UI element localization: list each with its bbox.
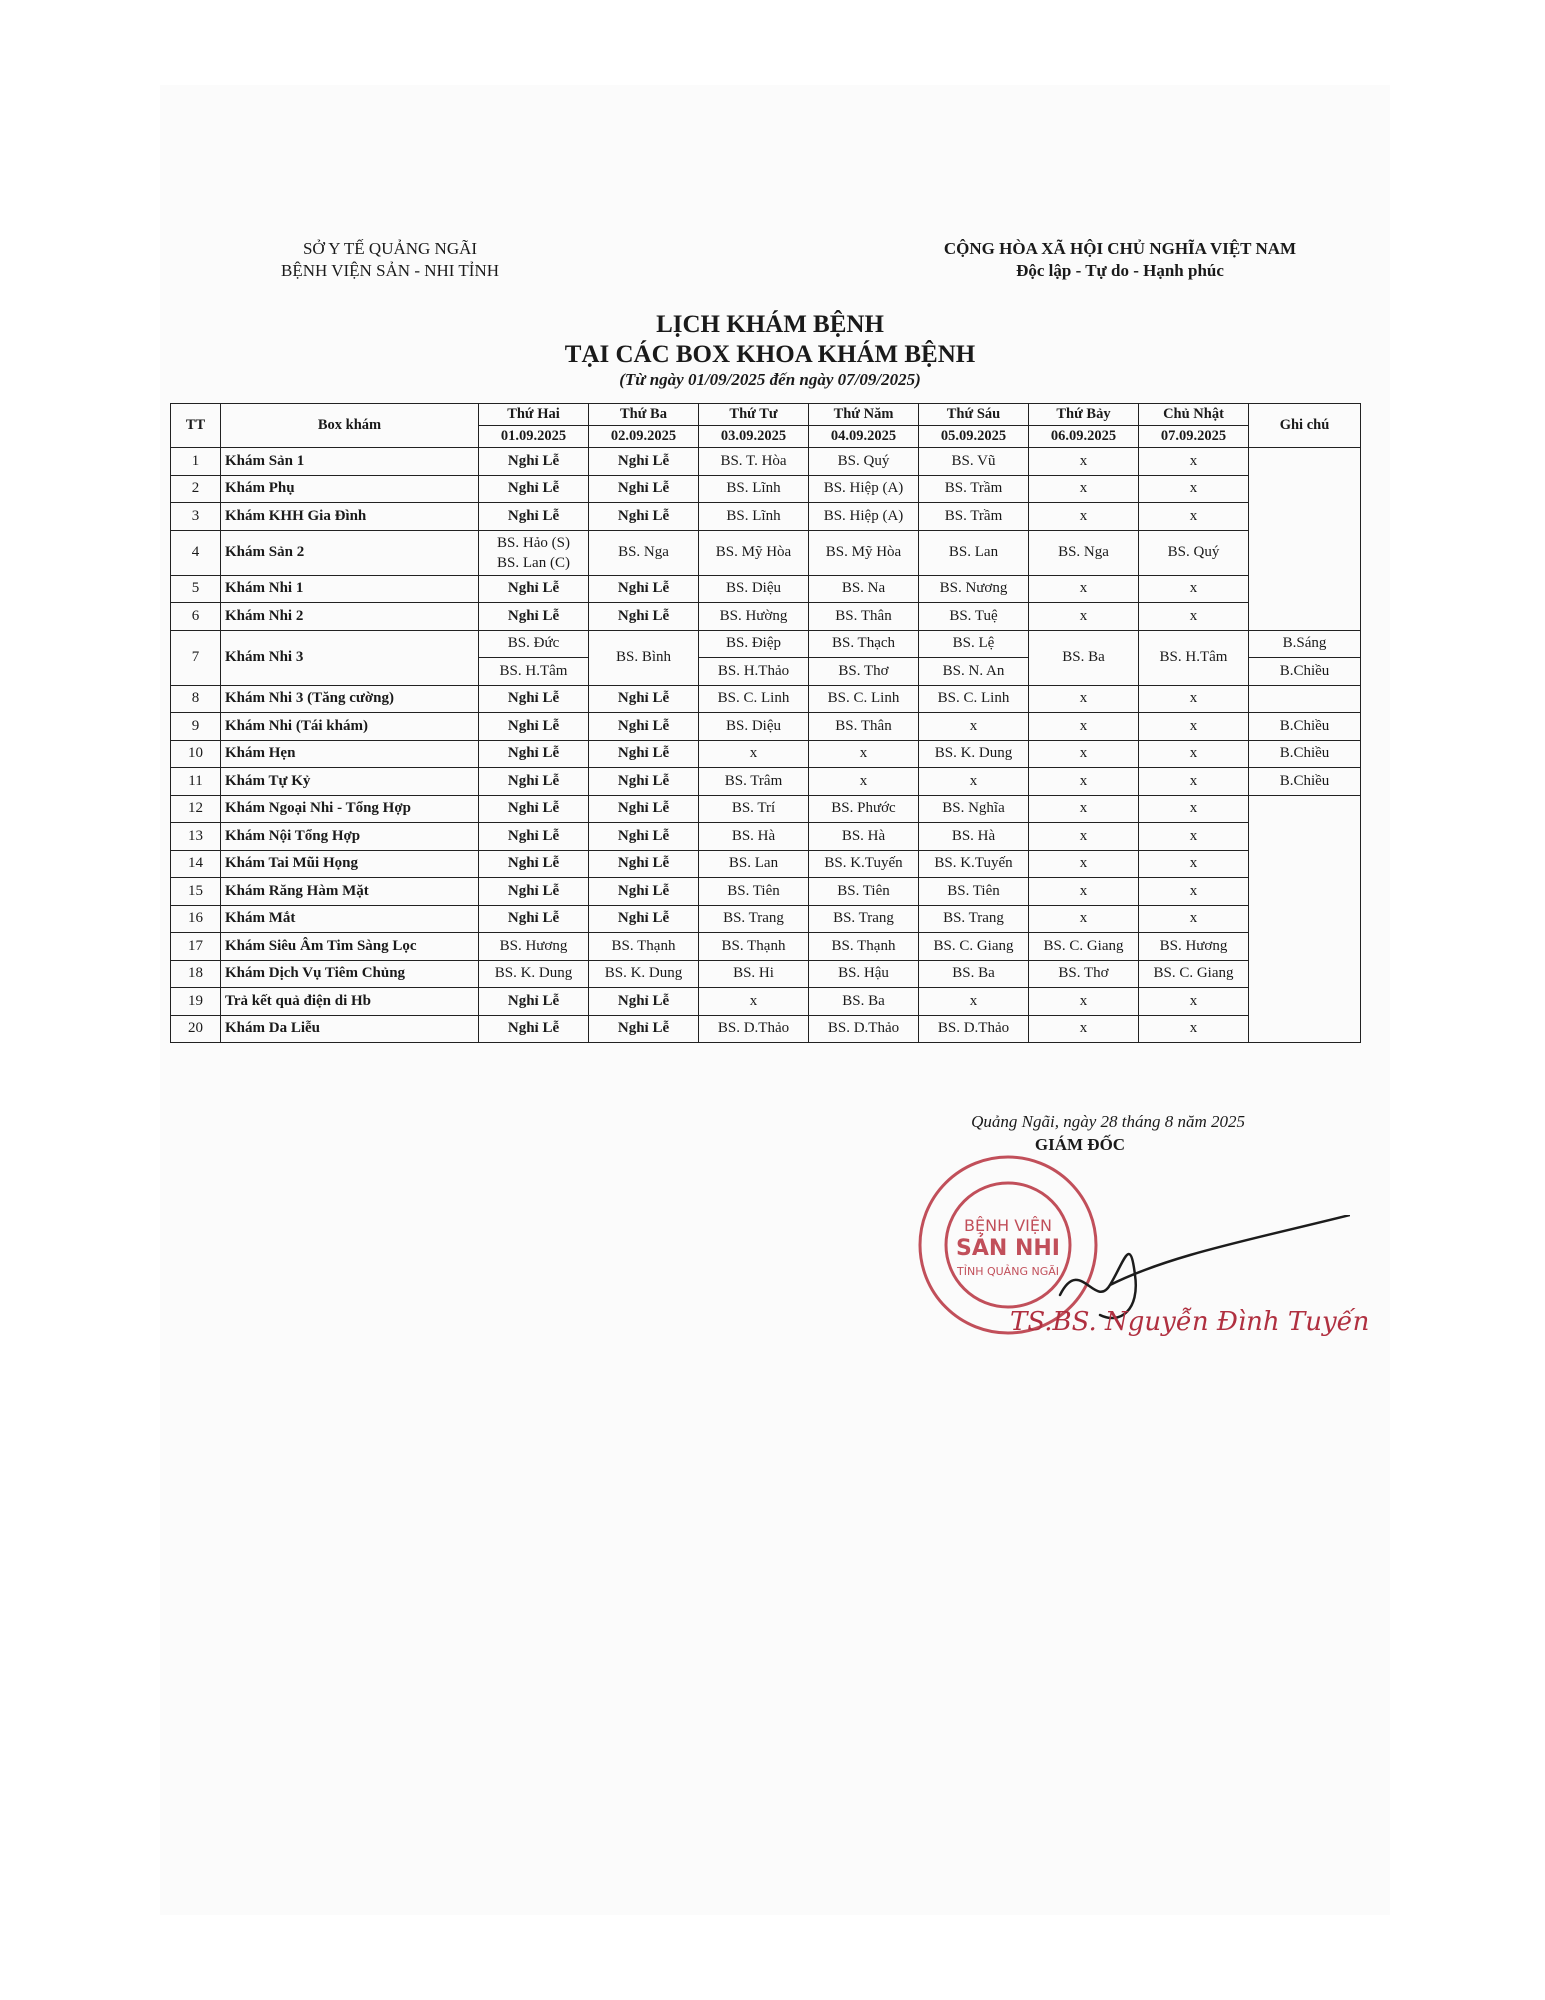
table-cell: BS. Diệu	[699, 713, 809, 741]
row-number: 12	[171, 795, 221, 823]
note-cell	[1249, 685, 1361, 713]
box-name: Khám Ngoại Nhi - Tổng Hợp	[221, 795, 479, 823]
table-cell: BS. Lan	[919, 530, 1029, 575]
table-cell: BS. Thạnh	[589, 933, 699, 961]
row-number: 1	[171, 448, 221, 476]
table-cell: x	[1029, 448, 1139, 476]
table-cell: BS. C. Giang	[919, 933, 1029, 961]
table-cell: BS. Ba	[919, 960, 1029, 988]
box-name: Khám Sản 1	[221, 448, 479, 476]
table-cell: Nghỉ Lễ	[479, 850, 589, 878]
table-cell: BS. Mỹ Hòa	[699, 530, 809, 575]
table-cell: BS. Điệp	[699, 630, 809, 658]
row-number: 15	[171, 878, 221, 906]
table-cell: Nghỉ Lễ	[589, 988, 699, 1016]
table-cell: BS. Thạch	[809, 630, 919, 658]
table-cell: BS. Trâm	[699, 768, 809, 796]
table-row	[171, 713, 1361, 741]
box-name: Khám Siêu Âm Tim Sàng Lọc	[221, 933, 479, 961]
table-cell: x	[1029, 1015, 1139, 1043]
header-date: 06.09.2025	[1029, 426, 1139, 448]
table-cell: Nghỉ Lễ	[589, 448, 699, 476]
row-number: 20	[171, 1015, 221, 1043]
table-cell: BS. Lĩnh	[699, 503, 809, 531]
table-cell: BS. H.Thảo	[699, 658, 809, 686]
table-cell: x	[1029, 988, 1139, 1016]
table-cell: BS. K.Tuyến	[919, 850, 1029, 878]
table-cell: Nghỉ Lễ	[589, 768, 699, 796]
table-cell: x	[1029, 503, 1139, 531]
table-cell: x	[1029, 603, 1139, 631]
table-cell: BS. K. Dung	[479, 960, 589, 988]
table-cell: Nghỉ Lễ	[589, 603, 699, 631]
table-cell: x	[1139, 1015, 1249, 1043]
country-name: CỘNG HÒA XÃ HỘI CHỦ NGHĨA VIỆT NAM	[943, 239, 1297, 258]
table-cell: Nghỉ Lễ	[589, 850, 699, 878]
row-number: 5	[171, 575, 221, 603]
table-cell: x	[1029, 575, 1139, 603]
table-cell: Nghỉ Lễ	[589, 905, 699, 933]
table-cell: Nghỉ Lễ	[479, 905, 589, 933]
table-row	[171, 530, 1361, 575]
table-cell: Nghỉ Lễ	[479, 575, 589, 603]
box-name: Trả kết quả điện di Hb	[221, 988, 479, 1016]
table-cell: BS. Quý	[1139, 530, 1249, 575]
table-cell: Nghỉ Lễ	[589, 1015, 699, 1043]
header-day: Thứ Ba	[589, 404, 699, 426]
table-cell: x	[1139, 740, 1249, 768]
row-number: 19	[171, 988, 221, 1016]
table-cell: BS. Hậu	[809, 960, 919, 988]
table-cell: BS. Thạnh	[809, 933, 919, 961]
box-name: Khám Phụ	[221, 475, 479, 503]
agency-parent: SỞ Y TẾ QUẢNG NGÃI	[302, 239, 478, 258]
table-cell: BS. Tiên	[809, 878, 919, 906]
header-box: Box khám	[221, 404, 479, 448]
table-cell: x	[1139, 685, 1249, 713]
table-cell: BS. C. Giang	[1029, 933, 1139, 961]
table-cell: BS. K.Tuyến	[809, 850, 919, 878]
table-cell: x	[699, 988, 809, 1016]
table-cell: Nghỉ Lễ	[479, 448, 589, 476]
table-cell: BS. Hà	[919, 823, 1029, 851]
header-date: 04.09.2025	[809, 426, 919, 448]
box-name: Khám Dịch Vụ Tiêm Chủng	[221, 960, 479, 988]
row-number: 14	[171, 850, 221, 878]
table-cell: BS. D.Thảo	[809, 1015, 919, 1043]
table-cell: BS. C. Linh	[919, 685, 1029, 713]
table-cell: BS. Tiên	[699, 878, 809, 906]
table-cell: x	[1029, 713, 1139, 741]
box-name: Khám KHH Gia Đình	[221, 503, 479, 531]
header-note: Ghi chú	[1249, 404, 1361, 448]
document-title	[400, 310, 1140, 390]
table-cell: BS. Hương	[479, 933, 589, 961]
table-cell: BS. Hiệp (A)	[809, 503, 919, 531]
table-cell: BS. Na	[809, 575, 919, 603]
box-name: Khám Tai Mũi Họng	[221, 850, 479, 878]
header-day: Thứ Năm	[809, 404, 919, 426]
table-cell: BS. Thân	[809, 713, 919, 741]
table-cell: x	[1139, 575, 1249, 603]
table-cell: Nghỉ Lễ	[479, 475, 589, 503]
table-cell: x	[919, 713, 1029, 741]
signer-position: GIÁM ĐỐC	[1034, 1135, 1126, 1154]
row-number: 2	[171, 475, 221, 503]
box-name: Khám Nhi 1	[221, 575, 479, 603]
table-cell: x	[1029, 475, 1139, 503]
table-cell: BS. Hi	[699, 960, 809, 988]
table-cell: BS. Nương	[919, 575, 1029, 603]
table-cell: Nghỉ Lễ	[589, 740, 699, 768]
table-cell: BS. Trang	[809, 905, 919, 933]
row-number: 7	[171, 630, 221, 685]
header-day: Chủ Nhật	[1139, 404, 1249, 426]
table-cell: x	[1029, 740, 1139, 768]
table-cell: BS. Hường	[699, 603, 809, 631]
header-date: 01.09.2025	[479, 426, 589, 448]
table-cell: BS. Nga	[1029, 530, 1139, 575]
signer-name: TS.BS. Nguyễn Đình Tuyến	[1010, 1307, 1370, 1337]
table-cell: BS. Ba	[1029, 630, 1139, 685]
table-cell: BS. Vũ	[919, 448, 1029, 476]
table-cell: Nghỉ Lễ	[589, 713, 699, 741]
row-number: 18	[171, 960, 221, 988]
table-cell: BS. Trang	[699, 905, 809, 933]
table-row	[171, 878, 1361, 906]
table-row	[171, 850, 1361, 878]
table-cell	[479, 530, 589, 575]
table-cell: BS. Thơ	[809, 658, 919, 686]
table-cell: BS. Mỹ Hòa	[809, 530, 919, 575]
issuing-agency	[240, 238, 540, 282]
note-cell: B.Chiều	[1249, 713, 1361, 741]
table-cell: BS. Ba	[809, 988, 919, 1016]
table-cell: x	[1139, 713, 1249, 741]
table-cell: x	[1139, 823, 1249, 851]
table-cell: x	[1139, 603, 1249, 631]
note-cell: B.Chiều	[1249, 740, 1361, 768]
table-cell: Nghỉ Lễ	[589, 878, 699, 906]
table-cell: BS. Trí	[699, 795, 809, 823]
table-cell: x	[1139, 878, 1249, 906]
table-cell: BS. T. Hòa	[699, 448, 809, 476]
table-cell: BS. Hà	[699, 823, 809, 851]
table-cell: BS. Hương	[1139, 933, 1249, 961]
box-name: Khám Nhi 2	[221, 603, 479, 631]
box-name: Khám Da Liễu	[221, 1015, 479, 1043]
row-number: 9	[171, 713, 221, 741]
table-cell: Nghỉ Lễ	[479, 988, 589, 1016]
table-cell: BS. Trầm	[919, 475, 1029, 503]
cell-line: BS. Lan (C)	[497, 554, 570, 571]
table-row	[171, 768, 1361, 796]
header-day: Thứ Tư	[699, 404, 809, 426]
table-cell: x	[1029, 850, 1139, 878]
table-cell: Nghỉ Lễ	[479, 1015, 589, 1043]
table-cell: BS. N. An	[919, 658, 1029, 686]
table-cell: BS. Thân	[809, 603, 919, 631]
table-row	[171, 960, 1361, 988]
table-cell: Nghỉ Lễ	[589, 823, 699, 851]
row-number: 13	[171, 823, 221, 851]
table-cell: Nghỉ Lễ	[589, 685, 699, 713]
table-cell: x	[1139, 988, 1249, 1016]
box-name: Khám Sản 2	[221, 530, 479, 575]
table-row	[171, 795, 1361, 823]
title-line-2: TẠI CÁC BOX KHOA KHÁM BỆNH	[564, 341, 976, 368]
header-date: 05.09.2025	[919, 426, 1029, 448]
header-day: Thứ Bảy	[1029, 404, 1139, 426]
box-name: Khám Răng Hàm Mặt	[221, 878, 479, 906]
table-cell: Nghỉ Lễ	[479, 603, 589, 631]
row-number: 6	[171, 603, 221, 631]
table-cell: BS. C. Linh	[809, 685, 919, 713]
table-row	[171, 448, 1361, 476]
table-row	[171, 630, 1361, 658]
note-cell	[1249, 448, 1361, 631]
header-day: Thứ Sáu	[919, 404, 1029, 426]
table-cell: BS. H.Tâm	[1139, 630, 1249, 685]
table-cell: Nghỉ Lễ	[479, 795, 589, 823]
table-cell: BS. K. Dung	[919, 740, 1029, 768]
table-cell: BS. C. Linh	[699, 685, 809, 713]
cell-line: BS. Hảo (S)	[497, 534, 570, 551]
table-cell: BS. Thơ	[1029, 960, 1139, 988]
table-cell: BS. Nga	[589, 530, 699, 575]
table-cell: Nghỉ Lễ	[479, 503, 589, 531]
table-cell: BS. Tuệ	[919, 603, 1029, 631]
table-cell: Nghỉ Lễ	[479, 685, 589, 713]
table-cell: BS. D.Thảo	[699, 1015, 809, 1043]
seal-text-mid: SẢN NHI	[956, 1236, 1060, 1261]
table-cell: x	[1139, 768, 1249, 796]
table-cell: x	[1139, 905, 1249, 933]
table-row	[171, 603, 1361, 631]
table-cell: BS. Tiên	[919, 878, 1029, 906]
note-cell: B.Chiều	[1249, 658, 1361, 686]
table-cell: BS. Trang	[919, 905, 1029, 933]
box-name: Khám Tự Kỷ	[221, 768, 479, 796]
table-cell: Nghỉ Lễ	[589, 795, 699, 823]
place-date: Quảng Ngãi, ngày 28 tháng 8 năm 2025	[971, 1112, 1245, 1131]
table-cell: BS. Đức	[479, 630, 589, 658]
box-name: Khám Mắt	[221, 905, 479, 933]
header-date: 03.09.2025	[699, 426, 809, 448]
table-row	[171, 475, 1361, 503]
table-cell: Nghỉ Lễ	[589, 475, 699, 503]
motto: Độc lập - Tự do - Hạnh phúc	[1016, 261, 1224, 280]
table-cell: BS. D.Thảo	[919, 1015, 1029, 1043]
table-cell: Nghỉ Lễ	[589, 503, 699, 531]
table-cell: BS. Nghĩa	[919, 795, 1029, 823]
table-cell: BS. Bình	[589, 630, 699, 685]
table-cell: x	[919, 768, 1029, 796]
table-row	[171, 575, 1361, 603]
note-cell: B.Sáng	[1249, 630, 1361, 658]
header-row-days	[171, 404, 1361, 426]
table-cell: BS. Quý	[809, 448, 919, 476]
row-number: 3	[171, 503, 221, 531]
row-number: 11	[171, 768, 221, 796]
box-name: Khám Nhi (Tái khám)	[221, 713, 479, 741]
schedule-table	[170, 403, 1361, 1043]
table-cell: BS. Hiệp (A)	[809, 475, 919, 503]
box-name: Khám Nhi 3	[221, 630, 479, 685]
row-number: 10	[171, 740, 221, 768]
box-name: Khám Hẹn	[221, 740, 479, 768]
table-row	[171, 1015, 1361, 1043]
note-cell: B.Chiều	[1249, 768, 1361, 796]
box-name: Khám Nhi 3 (Tăng cường)	[221, 685, 479, 713]
box-name: Khám Nội Tổng Hợp	[221, 823, 479, 851]
table-cell: Nghỉ Lễ	[479, 878, 589, 906]
table-cell: x	[1029, 685, 1139, 713]
table-cell: BS. Lệ	[919, 630, 1029, 658]
table-row	[171, 685, 1361, 713]
table-cell: x	[699, 740, 809, 768]
table-cell: BS. Diệu	[699, 575, 809, 603]
table-cell: BS. Lan	[699, 850, 809, 878]
table-cell: BS. K. Dung	[589, 960, 699, 988]
national-motto	[905, 238, 1335, 282]
table-cell: BS. H.Tâm	[479, 658, 589, 686]
header-date: 02.09.2025	[589, 426, 699, 448]
table-cell: BS. Trầm	[919, 503, 1029, 531]
seal-text-bot: TỈNH QUẢNG NGÃI	[957, 1265, 1059, 1278]
table-cell: BS. Thạnh	[699, 933, 809, 961]
table-row	[171, 740, 1361, 768]
date-range: (Từ ngày 01/09/2025 đến ngày 07/09/2025)	[619, 370, 921, 389]
table-cell: x	[1029, 795, 1139, 823]
table-cell: Nghỉ Lễ	[479, 768, 589, 796]
table-cell: BS. Lĩnh	[699, 475, 809, 503]
table-cell: x	[1139, 850, 1249, 878]
table-cell: x	[1139, 795, 1249, 823]
row-number: 16	[171, 905, 221, 933]
table-cell: x	[1029, 878, 1139, 906]
table-cell: Nghỉ Lễ	[479, 823, 589, 851]
table-row	[171, 933, 1361, 961]
note-cell	[1249, 795, 1361, 1043]
table-cell: Nghỉ Lễ	[479, 713, 589, 741]
table-cell: BS. Phước	[809, 795, 919, 823]
header-tt: TT	[171, 404, 221, 448]
row-number: 8	[171, 685, 221, 713]
table-cell: BS. C. Giang	[1139, 960, 1249, 988]
seal-text-top: BỆNH VIỆN	[964, 1216, 1052, 1235]
agency-name: BỆNH VIỆN SẢN - NHI TỈNH	[281, 261, 499, 280]
row-number: 4	[171, 530, 221, 575]
table-cell: x	[809, 740, 919, 768]
table-cell: x	[1029, 905, 1139, 933]
table-row	[171, 823, 1361, 851]
table-cell: x	[919, 988, 1029, 1016]
table-cell: BS. Hà	[809, 823, 919, 851]
table-cell: x	[1139, 475, 1249, 503]
header-day: Thứ Hai	[479, 404, 589, 426]
table-cell: x	[1139, 448, 1249, 476]
table-cell: x	[809, 768, 919, 796]
table-row	[171, 905, 1361, 933]
table-cell: x	[1139, 503, 1249, 531]
table-cell: Nghỉ Lễ	[589, 575, 699, 603]
table-row	[171, 988, 1361, 1016]
table-cell: Nghỉ Lễ	[479, 740, 589, 768]
table-cell: x	[1029, 823, 1139, 851]
title-line-1: LỊCH KHÁM BỆNH	[656, 311, 884, 338]
table-cell: x	[1029, 768, 1139, 796]
table-row	[171, 503, 1361, 531]
header-date: 07.09.2025	[1139, 426, 1249, 448]
row-number: 17	[171, 933, 221, 961]
